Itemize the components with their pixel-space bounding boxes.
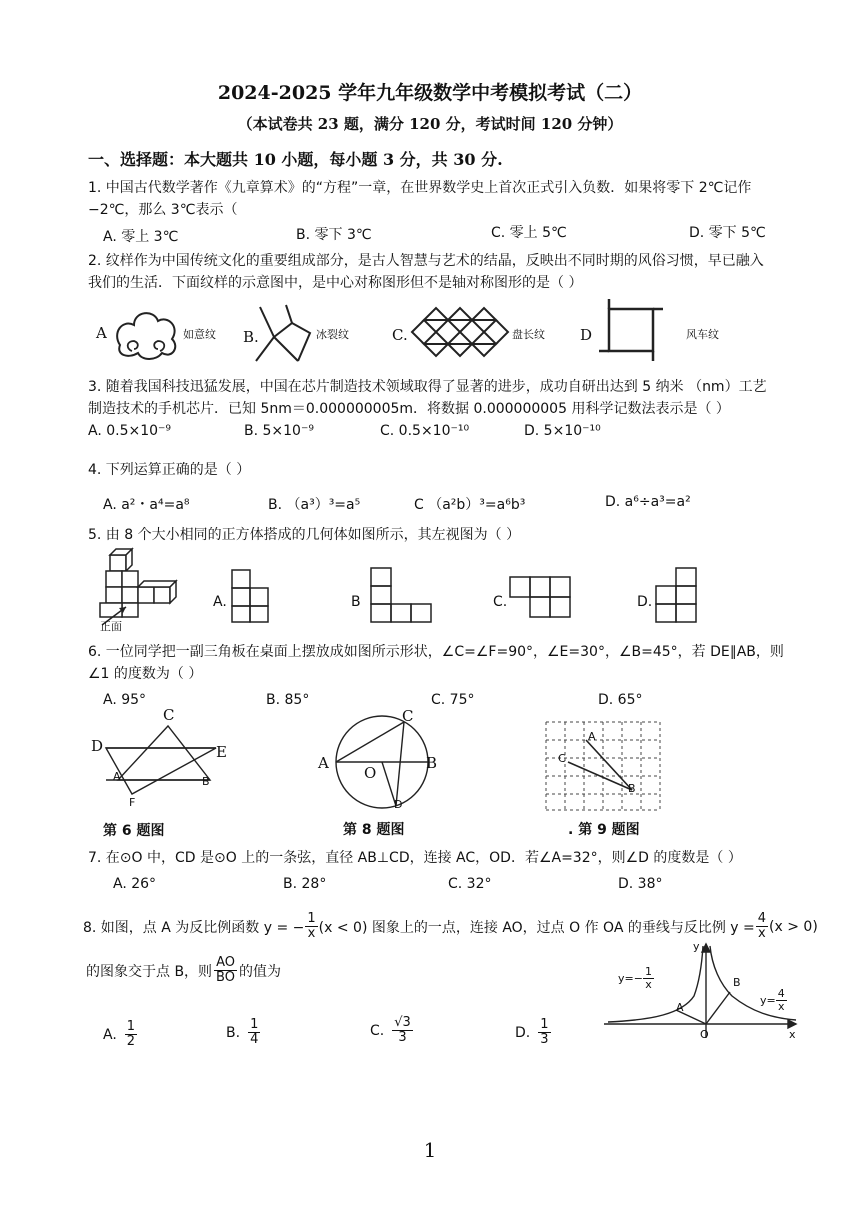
frac-denominator: x xyxy=(307,926,316,941)
q6-option-b[interactable]: B. 85° xyxy=(266,692,310,708)
fig8-label-o: O xyxy=(364,764,377,782)
q2-option-c[interactable]: C. xyxy=(392,326,408,344)
q8-ratio-fraction xyxy=(214,956,237,985)
fig6-label-e: E xyxy=(216,743,227,761)
option-fraction xyxy=(125,1020,137,1049)
q8-option-a[interactable] xyxy=(103,1020,137,1049)
frac-denominator: x xyxy=(645,978,652,991)
q2-text-line1: 2. 纹样作为中国传统文化的重要组成部分，是古人智慧与艺术的结晶，反映出不同时期的风俗习惯，早已融入 xyxy=(88,253,764,269)
q1-text-line2: −2℃，那么 3℃表示（ xyxy=(88,202,238,218)
q8-text-part1: 8. 如图，点 A 为反比例函数 y = − xyxy=(83,919,305,936)
q4-option-b[interactable]: B. （a³）³=a⁵ xyxy=(268,497,361,513)
frac-numerator: 1 xyxy=(540,1017,549,1032)
fig9-label-b: B xyxy=(628,782,636,795)
frac-numerator: √3 xyxy=(394,1015,411,1030)
q1-option-a[interactable]: A. 零上 3℃ xyxy=(103,229,179,245)
q8-graph-curve-label-left xyxy=(618,966,654,991)
q7-option-b[interactable]: B. 28° xyxy=(283,876,327,892)
frac-denominator: 3 xyxy=(540,1032,549,1047)
q8-graph-label-x: x xyxy=(789,1028,796,1041)
q3-text-line1: 3. 随着我国科技迅猛发展，中国在芯片制造技术领域取得了显著的进步，成功自研出达到 5 纳米 （nm）工艺 xyxy=(88,379,767,395)
fig9-label-c: C xyxy=(558,752,566,765)
q8-option-c[interactable] xyxy=(370,1016,413,1045)
fig8-label-d: D xyxy=(394,798,403,811)
frac-numerator: 4 xyxy=(777,987,785,1000)
q4-option-d[interactable]: D. a⁶÷a³=a² xyxy=(605,494,691,510)
q2-option-a[interactable]: A xyxy=(96,324,107,342)
frac-numerator: 1 xyxy=(644,965,652,978)
fig6-label-a: A xyxy=(113,770,121,783)
q4-text: 4. 下列运算正确的是（ ） xyxy=(88,462,251,478)
fig9-caption: . 第 9 题图 xyxy=(568,822,640,838)
q5-option-b-view xyxy=(369,566,433,624)
q6-option-d[interactable]: D. 65° xyxy=(598,692,643,708)
q3-option-d[interactable]: D. 5×10⁻¹⁰ xyxy=(524,423,601,439)
q5-text: 5. 由 8 个大小相同的正方体搭成的几何体如图所示，其左视图为（ ） xyxy=(88,527,521,543)
curve-label-fraction xyxy=(776,988,787,1013)
q4-option-a[interactable]: A. a²・a⁴=a⁸ xyxy=(103,497,190,513)
q8-option-b[interactable] xyxy=(226,1018,260,1047)
fig9-grid-diagram xyxy=(544,720,662,812)
q3-option-c[interactable]: C. 0.5×10⁻¹⁰ xyxy=(380,423,470,439)
q8-graph-label-a: A xyxy=(676,1001,684,1014)
frac-denominator: x xyxy=(758,926,766,941)
frac-denominator: x xyxy=(777,1000,785,1013)
q2-text-line2: 我们的生活．下面纹样的示意图中，是中心对称图形但不是轴对称图形的是（ ） xyxy=(88,275,583,291)
q8-graph-label-y: y xyxy=(693,940,700,953)
fig6-caption: 第 6 题图 xyxy=(103,823,165,839)
page-subtitle: （本试卷共 23 题，满分 120 分，考试时间 120 分钟） xyxy=(237,115,623,133)
q8-graph-label-o: O xyxy=(700,1028,709,1041)
q8-fraction-1-over-x xyxy=(305,912,317,941)
q1-option-b[interactable]: B. 零下 3℃ xyxy=(296,227,372,243)
q5-option-c-view xyxy=(508,575,574,619)
q6-option-c[interactable]: C. 75° xyxy=(431,692,475,708)
curve-label-fraction xyxy=(643,966,654,991)
q5-front-label: 正面 xyxy=(100,620,122,633)
q3-option-a[interactable]: A. 0.5×10⁻⁹ xyxy=(88,423,172,439)
q8-option-d[interactable] xyxy=(515,1018,551,1047)
q3-text-line2: 制造技术的手机芯片．已知 5nm＝0.000000005m．将数据 0.000000005 用科学记数法表示是（ ） xyxy=(88,401,730,417)
curve-label-text: y=− xyxy=(618,972,643,985)
q4-option-c[interactable]: C （a²b）³=a⁶b³ xyxy=(414,497,526,513)
fig8-label-a: A xyxy=(318,754,329,772)
q7-option-a[interactable]: A. 26° xyxy=(113,876,157,892)
windmill-pattern-icon xyxy=(597,299,667,361)
q5-option-d-view xyxy=(654,566,700,624)
frac-denominator: 3 xyxy=(398,1030,407,1045)
fig8-caption: 第 8 题图 xyxy=(343,822,405,838)
frac-numerator: 4 xyxy=(757,911,767,926)
q2-label-ruyi: 如意纹 xyxy=(183,328,216,341)
q7-option-d[interactable]: D. 38° xyxy=(618,876,663,892)
q5-option-b[interactable]: B xyxy=(351,594,361,610)
frac-denominator: 2 xyxy=(126,1034,136,1049)
section-heading: 一、选择题：本大题共 10 小题，每小题 3 分，共 30 分. xyxy=(88,150,503,169)
q3-option-b[interactable]: B. 5×10⁻⁹ xyxy=(244,423,314,439)
q8-text-part3: (x > 0) xyxy=(769,918,818,935)
frac-denominator: 4 xyxy=(250,1032,259,1047)
option-letter: B. xyxy=(226,1024,241,1041)
page-title: 2024-2025 学年九年级数学中考模拟考试（二） xyxy=(217,82,643,104)
frac-numerator: AO xyxy=(216,955,235,970)
endless-knot-pattern-icon xyxy=(410,304,510,360)
option-letter: A. xyxy=(103,1026,117,1043)
frac-denominator: BO xyxy=(216,970,235,985)
q8-text-part2: (x < 0) 图象上的一点，连接 AO，过点 O 作 OA 的垂线与反比例 y = xyxy=(318,919,755,936)
q8-text-line2b: 的值为 xyxy=(238,963,281,980)
q8-text-line2 xyxy=(86,956,281,985)
fig6-label-f: F xyxy=(129,796,136,809)
fig8-label-b: B xyxy=(426,754,438,772)
page-number: 1 xyxy=(423,1138,437,1162)
q2-option-d[interactable]: D xyxy=(580,326,593,344)
q8-graph-curve-label-right xyxy=(760,988,787,1013)
fig6-label-c: C xyxy=(163,706,175,724)
q2-option-b[interactable]: B. xyxy=(243,328,259,346)
q6-text-line2: ∠1 的度数为（ ） xyxy=(88,666,203,682)
q5-option-d[interactable]: D. xyxy=(637,594,653,610)
q2-label-windmill: 风车纹 xyxy=(686,328,719,341)
fig8-circle-diagram xyxy=(330,712,434,812)
option-letter: C. xyxy=(370,1022,385,1039)
q7-option-c[interactable]: C. 32° xyxy=(448,876,492,892)
q5-option-a[interactable]: A. xyxy=(213,594,227,610)
fig6-label-d: D xyxy=(91,737,104,755)
q5-option-c[interactable]: C. xyxy=(493,594,508,610)
frac-numerator: 1 xyxy=(126,1019,136,1034)
fig9-label-a: A xyxy=(588,730,596,743)
fig8-label-c: C xyxy=(402,707,414,725)
q7-text: 7. 在⊙O 中，CD 是⊙O 上的一条弦，直径 AB⊥CD，连接 AC，OD．若∠A=32°，则∠D 的度数是（ ） xyxy=(88,850,742,866)
q1-text-line1: 1. 中国古代数学著作《九章算术》的“方程”一章，在世界数学史上首次正式引入负数．如果将零下 2℃记作 xyxy=(88,180,752,196)
q2-label-endless-knot: 盘长纹 xyxy=(512,328,545,341)
frac-numerator: 1 xyxy=(307,911,316,926)
option-letter: D. xyxy=(515,1024,531,1041)
q6-text-line1: 6. 一位同学把一副三角板在桌面上摆放成如图所示形状，∠C=∠F=90°，∠E=30°，∠B=45°，若 DE∥AB，则 xyxy=(88,644,784,660)
option-fraction xyxy=(538,1018,550,1047)
q1-option-c[interactable]: C. 零上 5℃ xyxy=(491,225,567,241)
ruyi-pattern-icon xyxy=(112,305,182,365)
frac-numerator: 1 xyxy=(250,1017,259,1032)
curve-label-text: y= xyxy=(760,994,776,1007)
ice-crack-pattern-icon xyxy=(254,303,314,365)
option-fraction xyxy=(392,1016,413,1045)
fig6-label-b: B xyxy=(202,775,210,788)
q8-fraction-4-over-x xyxy=(756,912,768,941)
option-fraction xyxy=(248,1018,260,1047)
q8-graph-label-b: B xyxy=(733,976,741,989)
q1-option-d[interactable]: D. 零下 5℃ xyxy=(689,225,766,241)
q2-label-ice-crack: 冰裂纹 xyxy=(316,328,349,341)
q6-option-a[interactable]: A. 95° xyxy=(103,692,147,708)
q5-option-a-view xyxy=(230,568,270,624)
q8-text-line2a: 的图象交于点 B，则 xyxy=(86,963,213,980)
q8-text-line1 xyxy=(83,912,818,941)
